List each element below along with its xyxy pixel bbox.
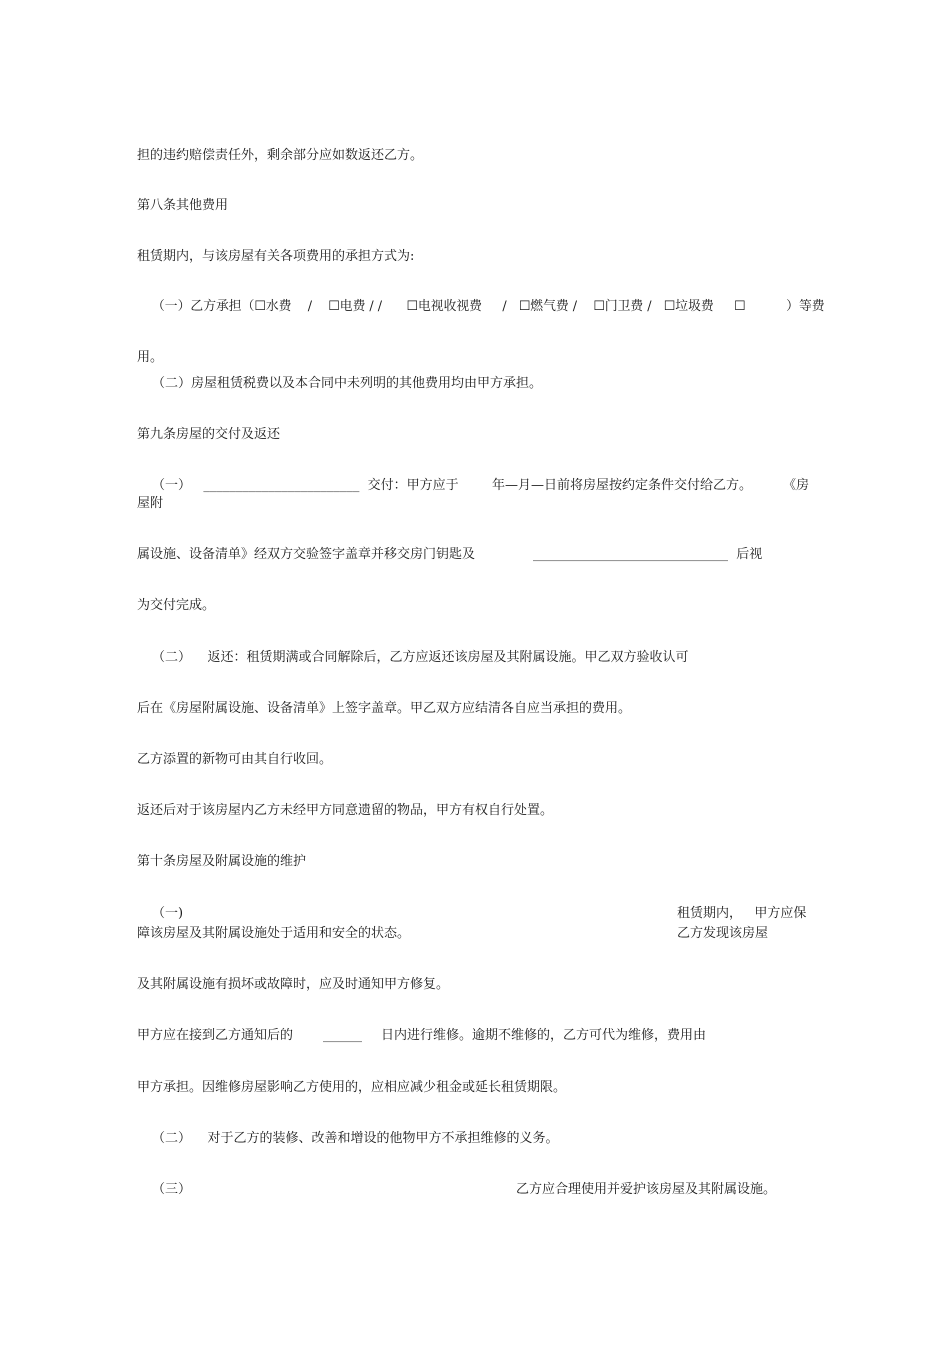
fee-checklist-line: （一）乙方承担（☐水费 / ☐电费 / / ☐电视收视费 / ☐燃气费 / ☐门卫费 / ☐垃圾费 ☐ ）等费 [152,299,825,314]
delivery-line-part1: （一） ________________________ 交付：甲方应于 [152,478,459,493]
section-heading-article-10: 第十条房屋及附属设施的维护 [137,854,307,869]
clause-number: （一) [152,906,184,921]
text-line: 甲方应在接到乙方通知后的 [137,1028,294,1043]
text-line: 乙方应合理使用并爱护该房屋及其附属设施。 [516,1182,777,1197]
delivery-line-part2: 年—月—日前将房屋按约定条件交付给乙方。 [492,478,753,493]
delivery-line-part3: 《房 [783,478,810,493]
section-heading-article-9: 第九条房屋的交付及返还 [137,427,281,442]
text-line: 障该房屋及其附属设施处于适用和安全的状态。 [137,926,411,941]
text-line: 甲方承担。因维修房屋影响乙方使用的，应相应减少租金或延长租赁期限。 [137,1080,567,1095]
text-line: （二） 返还：租赁期满或合同解除后，乙方应返还该房屋及其附属设施。甲乙双方验收认可 [152,650,689,665]
text-line: 返还后对于该房屋内乙方未经甲方同意遗留的物品，甲方有权自行处置。 [137,803,554,818]
text-line: 租赁期内， 甲方应保 [677,906,807,921]
text-line: 后在《房屋附属设施、设备清单》上签字盖章。甲乙双方应结清各自应当承担的费用。 [137,701,632,716]
text-line: 用。 [137,350,164,365]
text-line: （二）房屋租赁税费以及本合同中未列明的其他费用均由甲方承担。 [152,376,543,391]
text-line: 租赁期内，与该房屋有关各项费用的承担方式为: [137,249,415,264]
text-line: 及其附属设施有损坏或故障时，应及时通知甲方修复。 [137,977,450,992]
clause-number: （三） [152,1182,192,1197]
blank-field-days: ______ [323,1028,362,1043]
text-line: 担的违约赔偿责任外，剩余部分应如数返还乙方。 [137,148,424,163]
text-line: 日内进行维修。逾期不维修的，乙方可代为维修，费用由 [381,1028,707,1043]
text-line: （二） 对于乙方的装修、改善和增设的他物甲方不承担维修的义务。 [152,1131,559,1146]
text-line: 乙方添置的新物可由其自行收回。 [137,752,333,767]
text-line: 乙方发现该房屋 [677,926,769,941]
text-line: 为交付完成。 [137,598,216,613]
text-line: 属设施、设备清单》经双方交验签字盖章并移交房门钥匙及 [137,547,476,562]
section-heading-article-8: 第八条其他费用 [137,198,229,213]
blank-field-line: ______________________________ 后视 [533,547,763,562]
text-line: 屋附 [137,496,164,511]
